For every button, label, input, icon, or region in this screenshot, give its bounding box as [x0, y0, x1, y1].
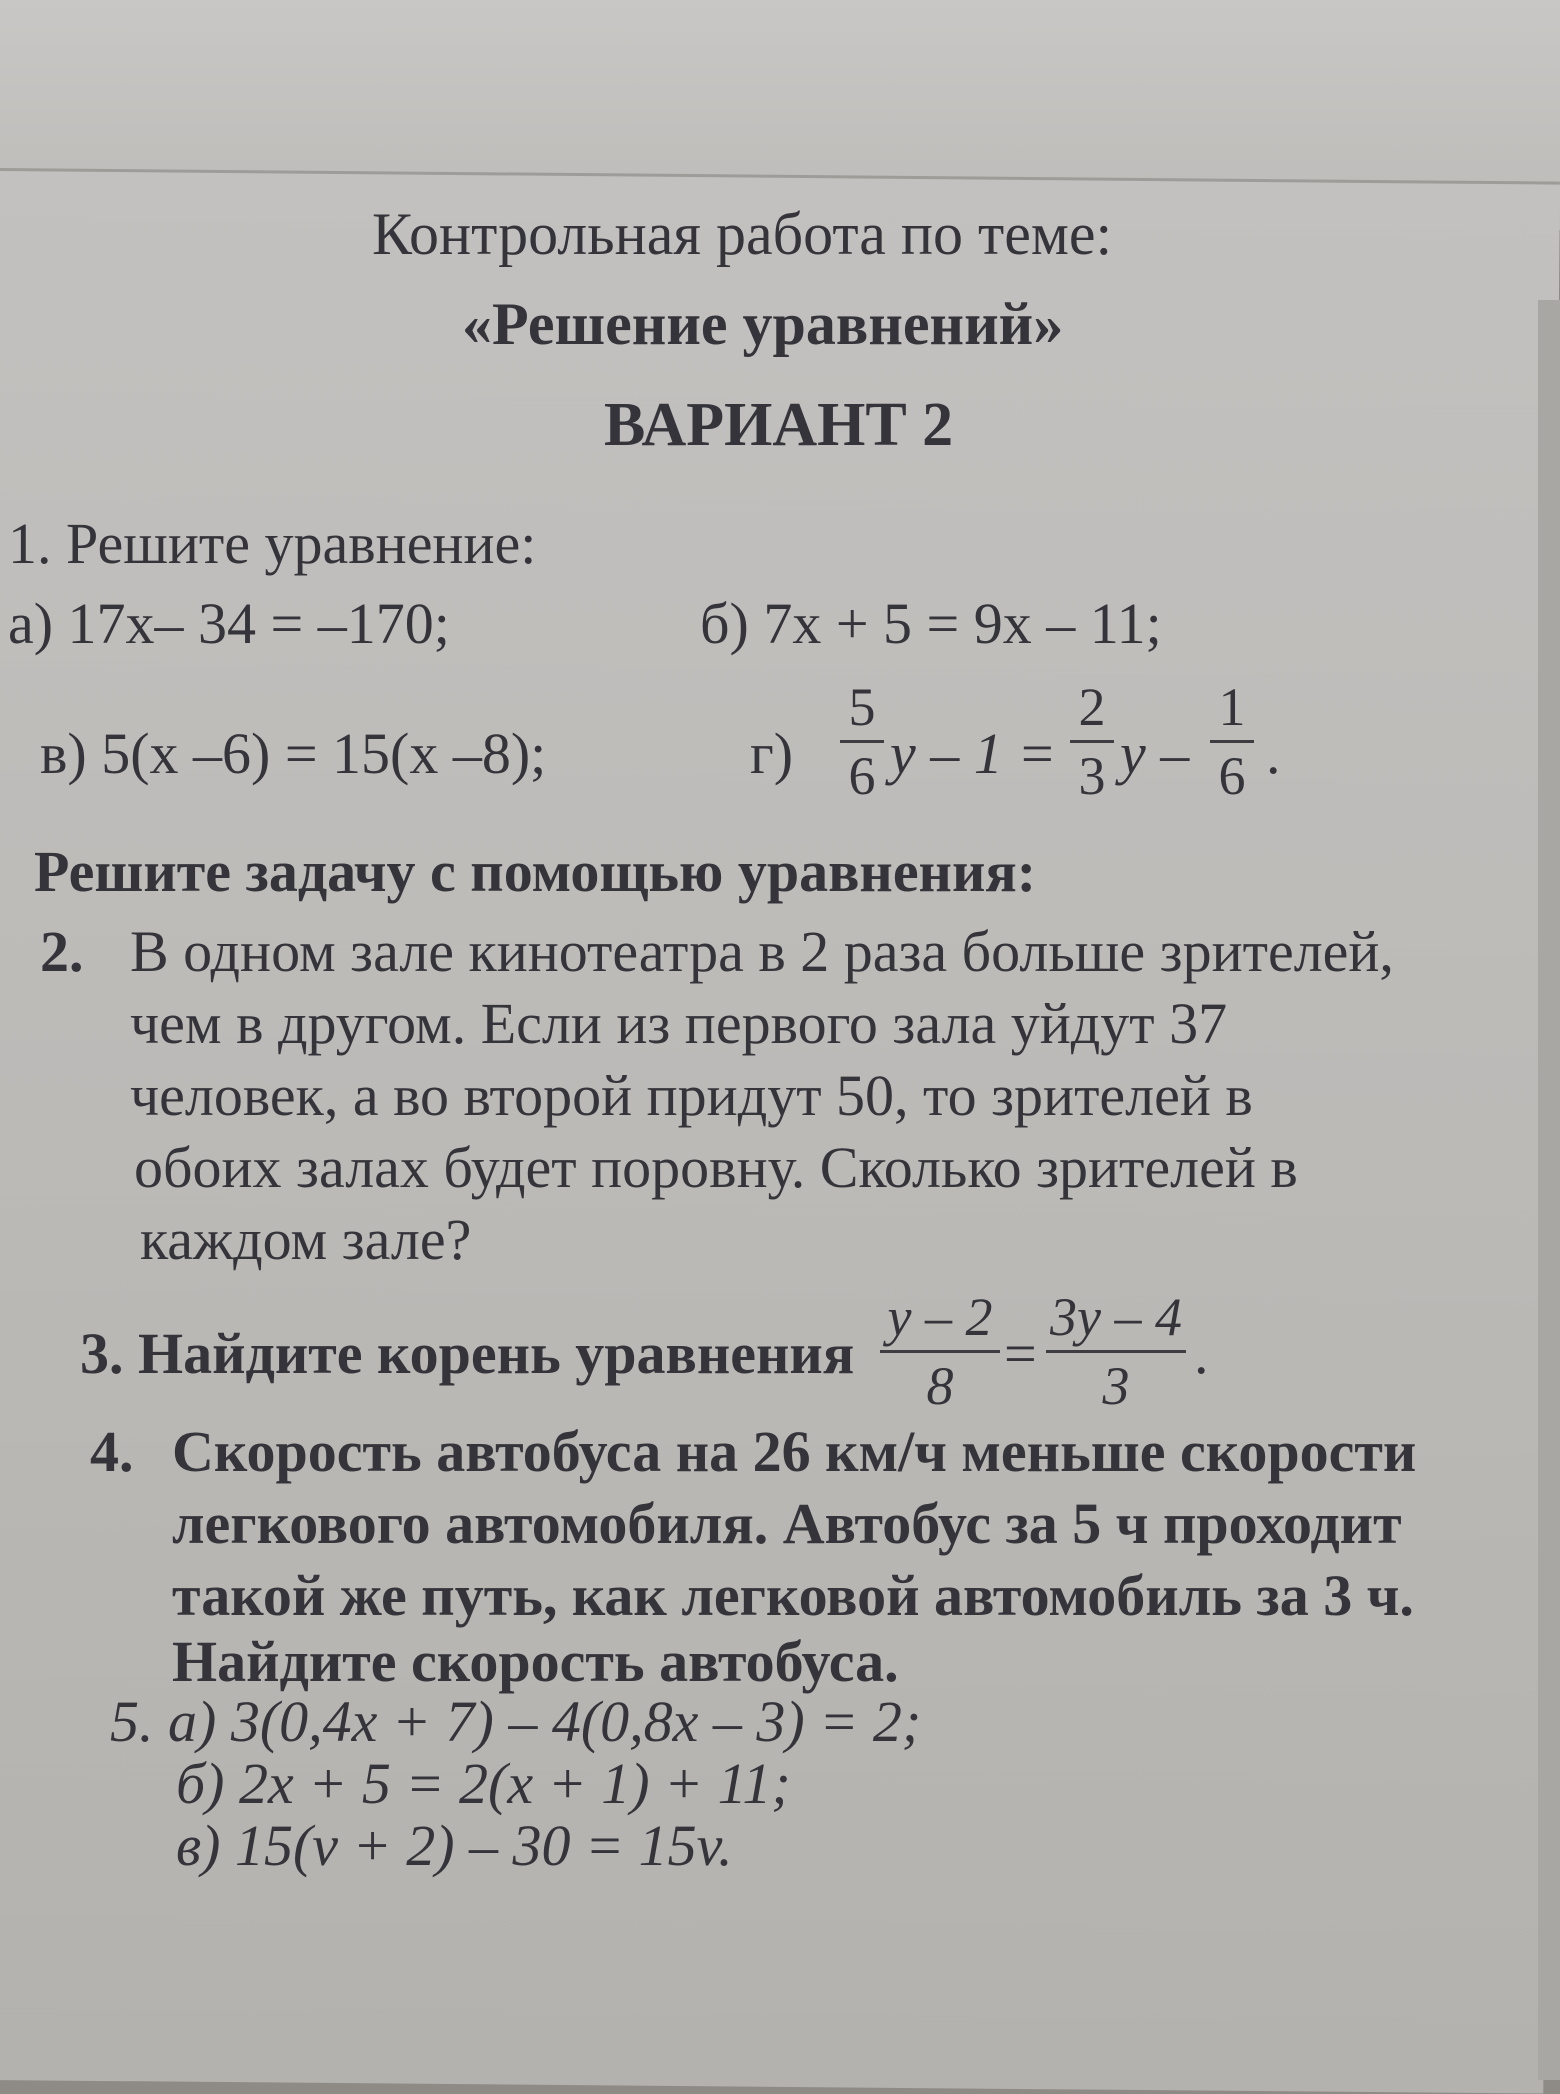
fraction-numerator: 2 [1078, 677, 1106, 737]
header-topic: «Решение уравнений» [462, 291, 1064, 357]
task1-heading: 1. Решите уравнение: [8, 511, 537, 576]
task4-line: такой же путь, как легковой автомобиль за 3 ч. [172, 1563, 1414, 1628]
fraction-bar [1210, 740, 1254, 743]
fraction-denominator: 3 [1102, 1356, 1130, 1416]
task3-fraction-1 [880, 1287, 1000, 1416]
task1-item-v: в) 5(x –6) = 15(x –8); [40, 721, 547, 786]
task3-equals: = [1004, 1321, 1037, 1386]
task5-item-v: в) 15(v + 2) – 30 = 15v. [176, 1813, 733, 1878]
fraction-numerator: 5 [848, 677, 876, 737]
task2-number: 2. [40, 919, 84, 984]
fraction-numerator: 1 [1218, 677, 1246, 737]
fraction-bar [1070, 740, 1114, 743]
section-heading: Решите задачу с помощью уравнения: [34, 839, 1037, 904]
fraction-bar [840, 740, 884, 743]
task2-line: каждом зале? [140, 1207, 472, 1272]
task1-g-fraction-3 [1210, 677, 1254, 806]
fraction-denominator: 6 [1218, 746, 1246, 806]
task3-text: 3. Найдите корень уравнения [80, 1321, 855, 1386]
task3-end: . [1194, 1321, 1209, 1386]
fraction-bar [880, 1350, 1000, 1353]
task1-g-middle-1: y – 1 = [890, 721, 1057, 786]
task1-item-a: а) 17x– 34 = –170; [8, 591, 450, 656]
fraction-denominator: 8 [926, 1356, 954, 1416]
task5-item-a: 5. а) 3(0,4x + 7) – 4(0,8x – 3) = 2; [110, 1689, 922, 1754]
task3-fraction-2 [1046, 1287, 1186, 1416]
task1-item-b: б) 7x + 5 = 9x – 11; [700, 591, 1162, 656]
task1-g-fraction-1 [840, 677, 884, 806]
fraction-denominator: 6 [848, 746, 876, 806]
task4-line: Скорость автобуса на 26 км/ч меньше скорости [172, 1419, 1417, 1484]
task1-g-middle-2: y – [1120, 721, 1190, 786]
fraction-numerator: y – 2 [887, 1287, 993, 1347]
task2-line: человек, а во второй придут 50, то зрителей в [130, 1063, 1253, 1128]
task5-item-b: б) 2x + 5 = 2(x + 1) + 11; [176, 1751, 791, 1816]
task2-line: чем в другом. Если из первого зала уйдут 37 [130, 991, 1228, 1056]
task4-number: 4. [90, 1419, 134, 1484]
task2-line: обоих залах будет поровну. Сколько зрителей в [134, 1135, 1298, 1200]
fraction-bar [1046, 1350, 1186, 1353]
task2-line: В одном зале кинотеатра в 2 раза больше зрителей, [130, 919, 1394, 984]
task1-item-g-label: г) [750, 721, 794, 786]
fraction-numerator: 3y – 4 [1050, 1287, 1182, 1347]
task4-line: Найдите скорость автобуса. [172, 1629, 899, 1694]
variant-label: ВАРИАНТ 2 [604, 391, 954, 459]
paper-right-edge [1538, 300, 1560, 2080]
header-title: Контрольная работа по теме: [372, 201, 1113, 267]
task1-g-end: . [1266, 721, 1281, 786]
fraction-denominator: 3 [1078, 746, 1106, 806]
task1-g-fraction-2 [1070, 677, 1114, 806]
task4-line: легкового автомобиля. Автобус за 5 ч проходит [172, 1491, 1402, 1556]
